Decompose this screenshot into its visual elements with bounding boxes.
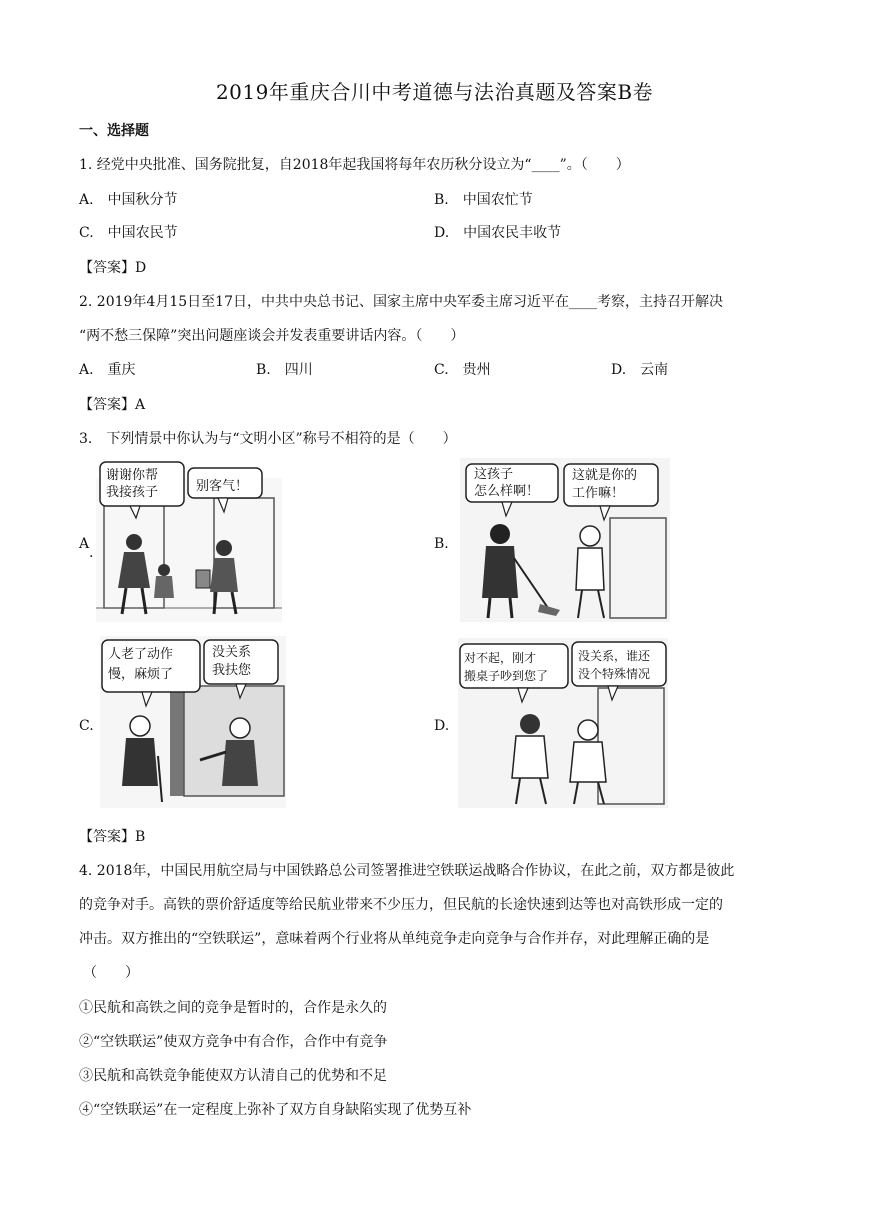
bubble-c-2: 没关系 我扶您 — [212, 645, 252, 678]
bubble-d-1: 对不起，刚才 搬桌子吵到您了 — [464, 651, 549, 683]
bubble-b-2: 这就是你的 工作嘛！ — [572, 468, 638, 501]
q3-label-d: D. — [434, 718, 450, 734]
q2-option-b: B. 四川 — [256, 362, 313, 378]
q2-option-a: A. 重庆 — [79, 362, 136, 378]
q2-answer: 【答案】A — [79, 397, 146, 413]
q2-option-c: C. 贵州 — [434, 362, 491, 378]
question-4-line-3: 冲击。双方推出的“空铁联运”，意味着两个行业将从单纯竞争走向竞争与合作并存，对此理解正确的是 — [79, 931, 710, 947]
q4-item-1: ①民航和高铁之间的竞争是暂时的，合作是永久的 — [79, 1000, 387, 1016]
cartoon-panel-a — [96, 458, 282, 622]
q4-item-3: ③民航和高铁竞争能使双方认清自己的优势和不足 — [79, 1068, 387, 1084]
q3-label-a-dot: . — [89, 545, 94, 561]
q1-option-d: D. 中国农民丰收节 — [434, 225, 562, 241]
q1-option-c: C. 中国农民节 — [79, 225, 178, 241]
bubble-d-2: 没关系，谁还 没个特殊情况 — [578, 649, 651, 681]
question-4-line-2: 的竞争对手。高铁的票价舒适度等给民航业带来不少压力，但民航的长途快速到达等也对高铁形成一定的 — [79, 897, 723, 913]
question-4-line-1: 4. 2018年，中国民用航空局与中国铁路总公司签署推进空铁联运战略合作协议，在此之前，双方都是彼此 — [79, 863, 735, 879]
bubble-b-1: 这孩子 怎么样啊！ — [474, 467, 540, 499]
q4-item-4: ④“空铁联运”在一定程度上弥补了双方自身缺陷实现了优势互补 — [79, 1102, 472, 1118]
section-heading: 一、选择题 — [79, 123, 149, 139]
q3-answer: 【答案】B — [79, 829, 146, 845]
q1-answer: 【答案】D — [79, 260, 147, 276]
q1-option-a: A. 中国秋分节 — [79, 192, 178, 208]
question-2-stem-line1: 2. 2019年4月15日至17日，中共中央总书记、国家主席中央军委主席习近平在____考察，主持召开解决 — [79, 294, 723, 310]
cartoon-panel-c — [100, 636, 286, 808]
page-title: 2019年重庆合川中考道德与法治真题及答案B卷 — [215, 80, 654, 104]
bubble-a-1: 谢谢你帮 我接孩子 — [106, 468, 159, 500]
q1-option-b: B. 中国农忙节 — [434, 192, 533, 208]
q2-option-d: D. 云南 — [611, 362, 669, 378]
question-1-stem: 1. 经党中央批准、国务院批复，自2018年起我国将每年农历秋分设立为“____”。（ ） — [79, 157, 630, 173]
question-2-stem-line2: “两不愁三保障”突出问题座谈会并发表重要讲话内容。（ ） — [79, 328, 465, 344]
q4-item-2: ②“空铁联运”使双方竞争中有合作，合作中有竞争 — [79, 1034, 388, 1050]
cartoon-panel-b — [460, 458, 670, 622]
q3-label-c: C. — [79, 718, 94, 734]
question-4-line-4: （ ） — [83, 965, 139, 981]
cartoon-panel-d — [458, 638, 668, 808]
q3-label-a: A — [79, 536, 90, 552]
q3-label-b: B. — [434, 536, 449, 552]
question-3-stem: 3. 下列情景中你认为与“文明小区”称号不相符的是（ ） — [79, 431, 457, 447]
bubble-c-1: 人老了动作 慢，麻烦了 — [108, 647, 174, 682]
bubble-a-2: 别客气！ — [196, 479, 249, 494]
